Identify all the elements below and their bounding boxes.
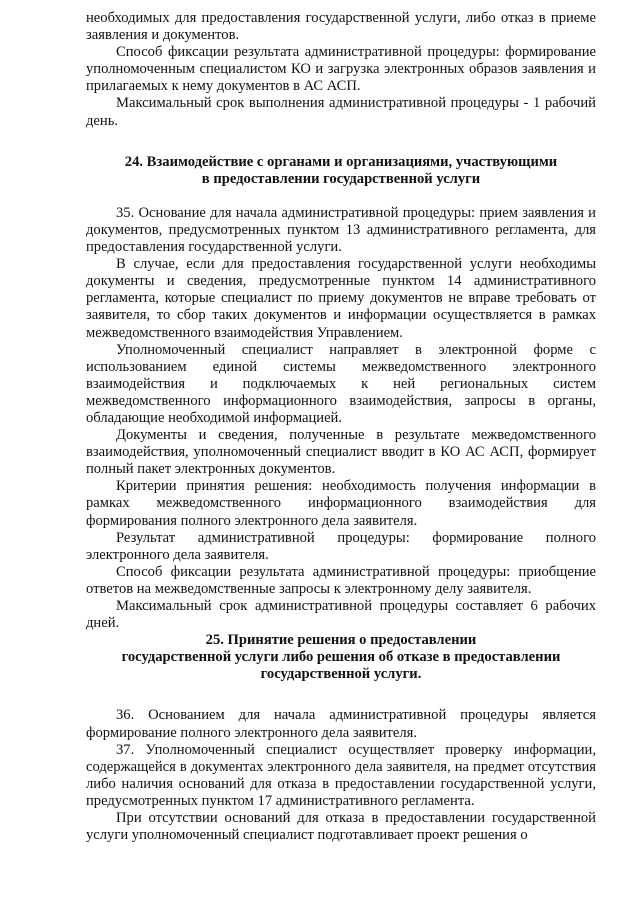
paragraph-max-term: Максимальный срок выполнения административной процедуры - 1 рабочий день. xyxy=(86,95,596,129)
document-page xyxy=(86,10,596,844)
paragraph-fixation-method: Способ фиксации результата административной процедуры: формирование уполномоченным специалистом КО и загрузка электронных образов заявления и прилагаемых к нему документов в АС АСП. xyxy=(86,44,596,95)
section-24-heading-line2: в предоставлении государственной услуги xyxy=(201,170,481,187)
section-24-paragraph-7: Способ фиксации результата административной процедуры: приобщение ответов на межведомственные запросы к электронному делу заявителя. xyxy=(86,563,596,597)
paragraph-intro-continuation: необходимых для предоставления государственной услуги, либо отказ в приеме заявления и документов. xyxy=(86,10,596,44)
section-24-paragraph-5: Критерии принятия решения: необходимость получения информации в рамках межведомственного информационного взаимодействия для формирования полного электронного дела заявителя. xyxy=(86,478,596,529)
section-25-heading xyxy=(86,632,596,683)
section-24-paragraph-3: Уполномоченный специалист направляет в электронной форме с использованием единой системы межведомственного электронного взаимодействия и подключаемых к ней региональных систем межведомственного информационного взаимодействия, запросы в органы, обладающие необходимой информацией. xyxy=(86,341,596,426)
section-25-paragraph-3: При отсутствии оснований для отказа в предоставлении государственной услуги уполномоченный специалист подготавливает проект решения о xyxy=(86,810,596,844)
section-24-paragraph-4: Документы и сведения, полученные в результате межведомственного взаимодействия, уполномоченный специалист вводит в КО АС АСП, формирует полный пакет электронных документов. xyxy=(86,427,596,478)
section-25-paragraph-37: 37. Уполномоченный специалист осуществляет проверку информации, содержащейся в документах электронного дела заявителя, на предмет отсутствия либо наличия оснований для отказа в предоставлении государственной услуги, предусмотренных пунктом 17 административного регламента. xyxy=(86,741,596,809)
section-24-paragraph-6: Результат административной процедуры: формирование полного электронного дела заявителя. xyxy=(86,529,596,563)
section-24-paragraph-8: Максимальный срок административной процедуры составляет 6 рабочих дней. xyxy=(86,598,596,632)
section-24-heading xyxy=(86,154,596,188)
section-24-paragraph-2: В случае, если для предоставления государственной услуги необходимы документы и сведения, предусмотренные пунктом 14 административного регламента, которые специалист по приему документов не вправе требовать от заявителя, то сбор таких документов и информации осуществляется в рамках межведомственного взаимодействия Управлением. xyxy=(86,256,596,341)
section-24-paragraph-35: 35. Основание для начала административной процедуры: прием заявления и документов, предусмотренных пунктом 13 административного регламента, для предоставления государственной услуги. xyxy=(86,204,596,256)
section-25-heading-line1: 25. Принятие решения о предоставлении xyxy=(205,632,477,649)
section-25-paragraph-36: 36. Основанием для начала административной процедуры является формирование полного электронного дела заявителя. xyxy=(86,707,596,741)
section-25-heading-line2: государственной услуги либо решения об отказе в предоставлении xyxy=(121,649,561,666)
section-25-heading-line3: государственной услуги. xyxy=(260,666,422,683)
section-24-heading-line1: 24. Взаимодействие с органами и организациями, участвующими xyxy=(124,153,558,170)
